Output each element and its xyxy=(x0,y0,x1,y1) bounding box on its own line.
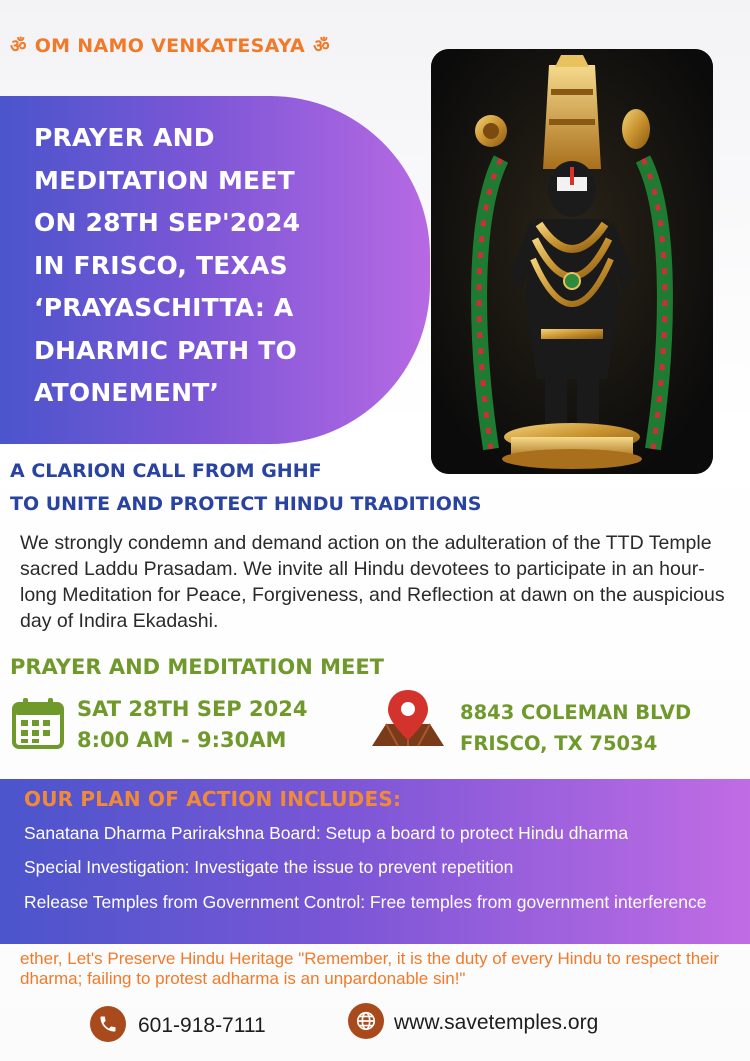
title-line: ATONEMENT’ xyxy=(34,378,220,407)
event-datetime xyxy=(77,694,307,756)
meet-heading: PRAYER AND MEDITATION MEET xyxy=(10,655,385,679)
clarion-call-heading xyxy=(10,455,570,521)
phone-icon xyxy=(90,1006,126,1042)
heritage-quote: ether, Let's Preserve Hindu Heritage "Remember, it is the duty of every Hindu to respect their dharma; failing to protest adharma is an unpardonable sin!" xyxy=(20,949,720,988)
globe-icon xyxy=(348,1003,384,1039)
header-text: OM NAMO VENKATESAYA xyxy=(34,35,306,57)
map-pin-icon xyxy=(368,688,448,756)
om-namo-header xyxy=(10,34,330,58)
lord-venkateswara-illustration xyxy=(431,49,713,474)
plan-item: Release Temples from Government Control: Free temples from government interference xyxy=(24,892,707,912)
title-line: MEDITATION MEET xyxy=(34,165,295,195)
title-line: PRAYER AND xyxy=(34,123,215,152)
om-symbol-left: ॐ xyxy=(10,36,27,57)
calendar-icon xyxy=(11,696,65,750)
deity-image xyxy=(431,49,713,474)
event-time: 8:00 AM - 9:30AM xyxy=(77,728,287,752)
om-symbol-right: ॐ xyxy=(313,36,330,57)
title-line: ‘PRAYASCHITTA: A xyxy=(34,293,294,322)
title-line: ON 28TH SEP'2024 xyxy=(34,208,301,237)
plan-item: Special Investigation: Investigate the issue to prevent repetition xyxy=(24,857,514,877)
title-line: DHARMIC PATH TO xyxy=(34,335,297,365)
plan-item: Sanatana Dharma Parirakshna Board: Setup a board to protect Hindu dharma xyxy=(24,823,629,843)
address-line-2: FRISCO, TX 75034 xyxy=(460,732,658,755)
website-link[interactable]: www.savetemples.org xyxy=(394,1011,599,1034)
phone-number[interactable]: 601-918-7111 xyxy=(138,1014,266,1037)
address-line-1: 8843 COLEMAN BLVD xyxy=(460,701,692,724)
appeal-paragraph: We strongly condemn and demand action on the adulteration of the TTD Temple sacred Laddu Prasadam. We invite all Hindu devotees to participate in an hour-long Meditation for Peace, Forgiveness, and Reflection at dawn on the auspicious day of Indira Ekadashi. xyxy=(20,532,725,632)
clarion-line-1: A CLARION CALL FROM GHHF xyxy=(10,460,322,482)
plan-heading: OUR PLAN OF ACTION INCLUDES: xyxy=(24,787,402,811)
title-line: IN FRISCO, TEXAS xyxy=(34,250,288,280)
event-address xyxy=(460,697,691,759)
event-title xyxy=(34,117,364,415)
clarion-line-2: TO UNITE AND PROTECT HINDU TRADITIONS xyxy=(10,493,482,515)
event-date: SAT 28TH SEP 2024 xyxy=(77,697,308,721)
